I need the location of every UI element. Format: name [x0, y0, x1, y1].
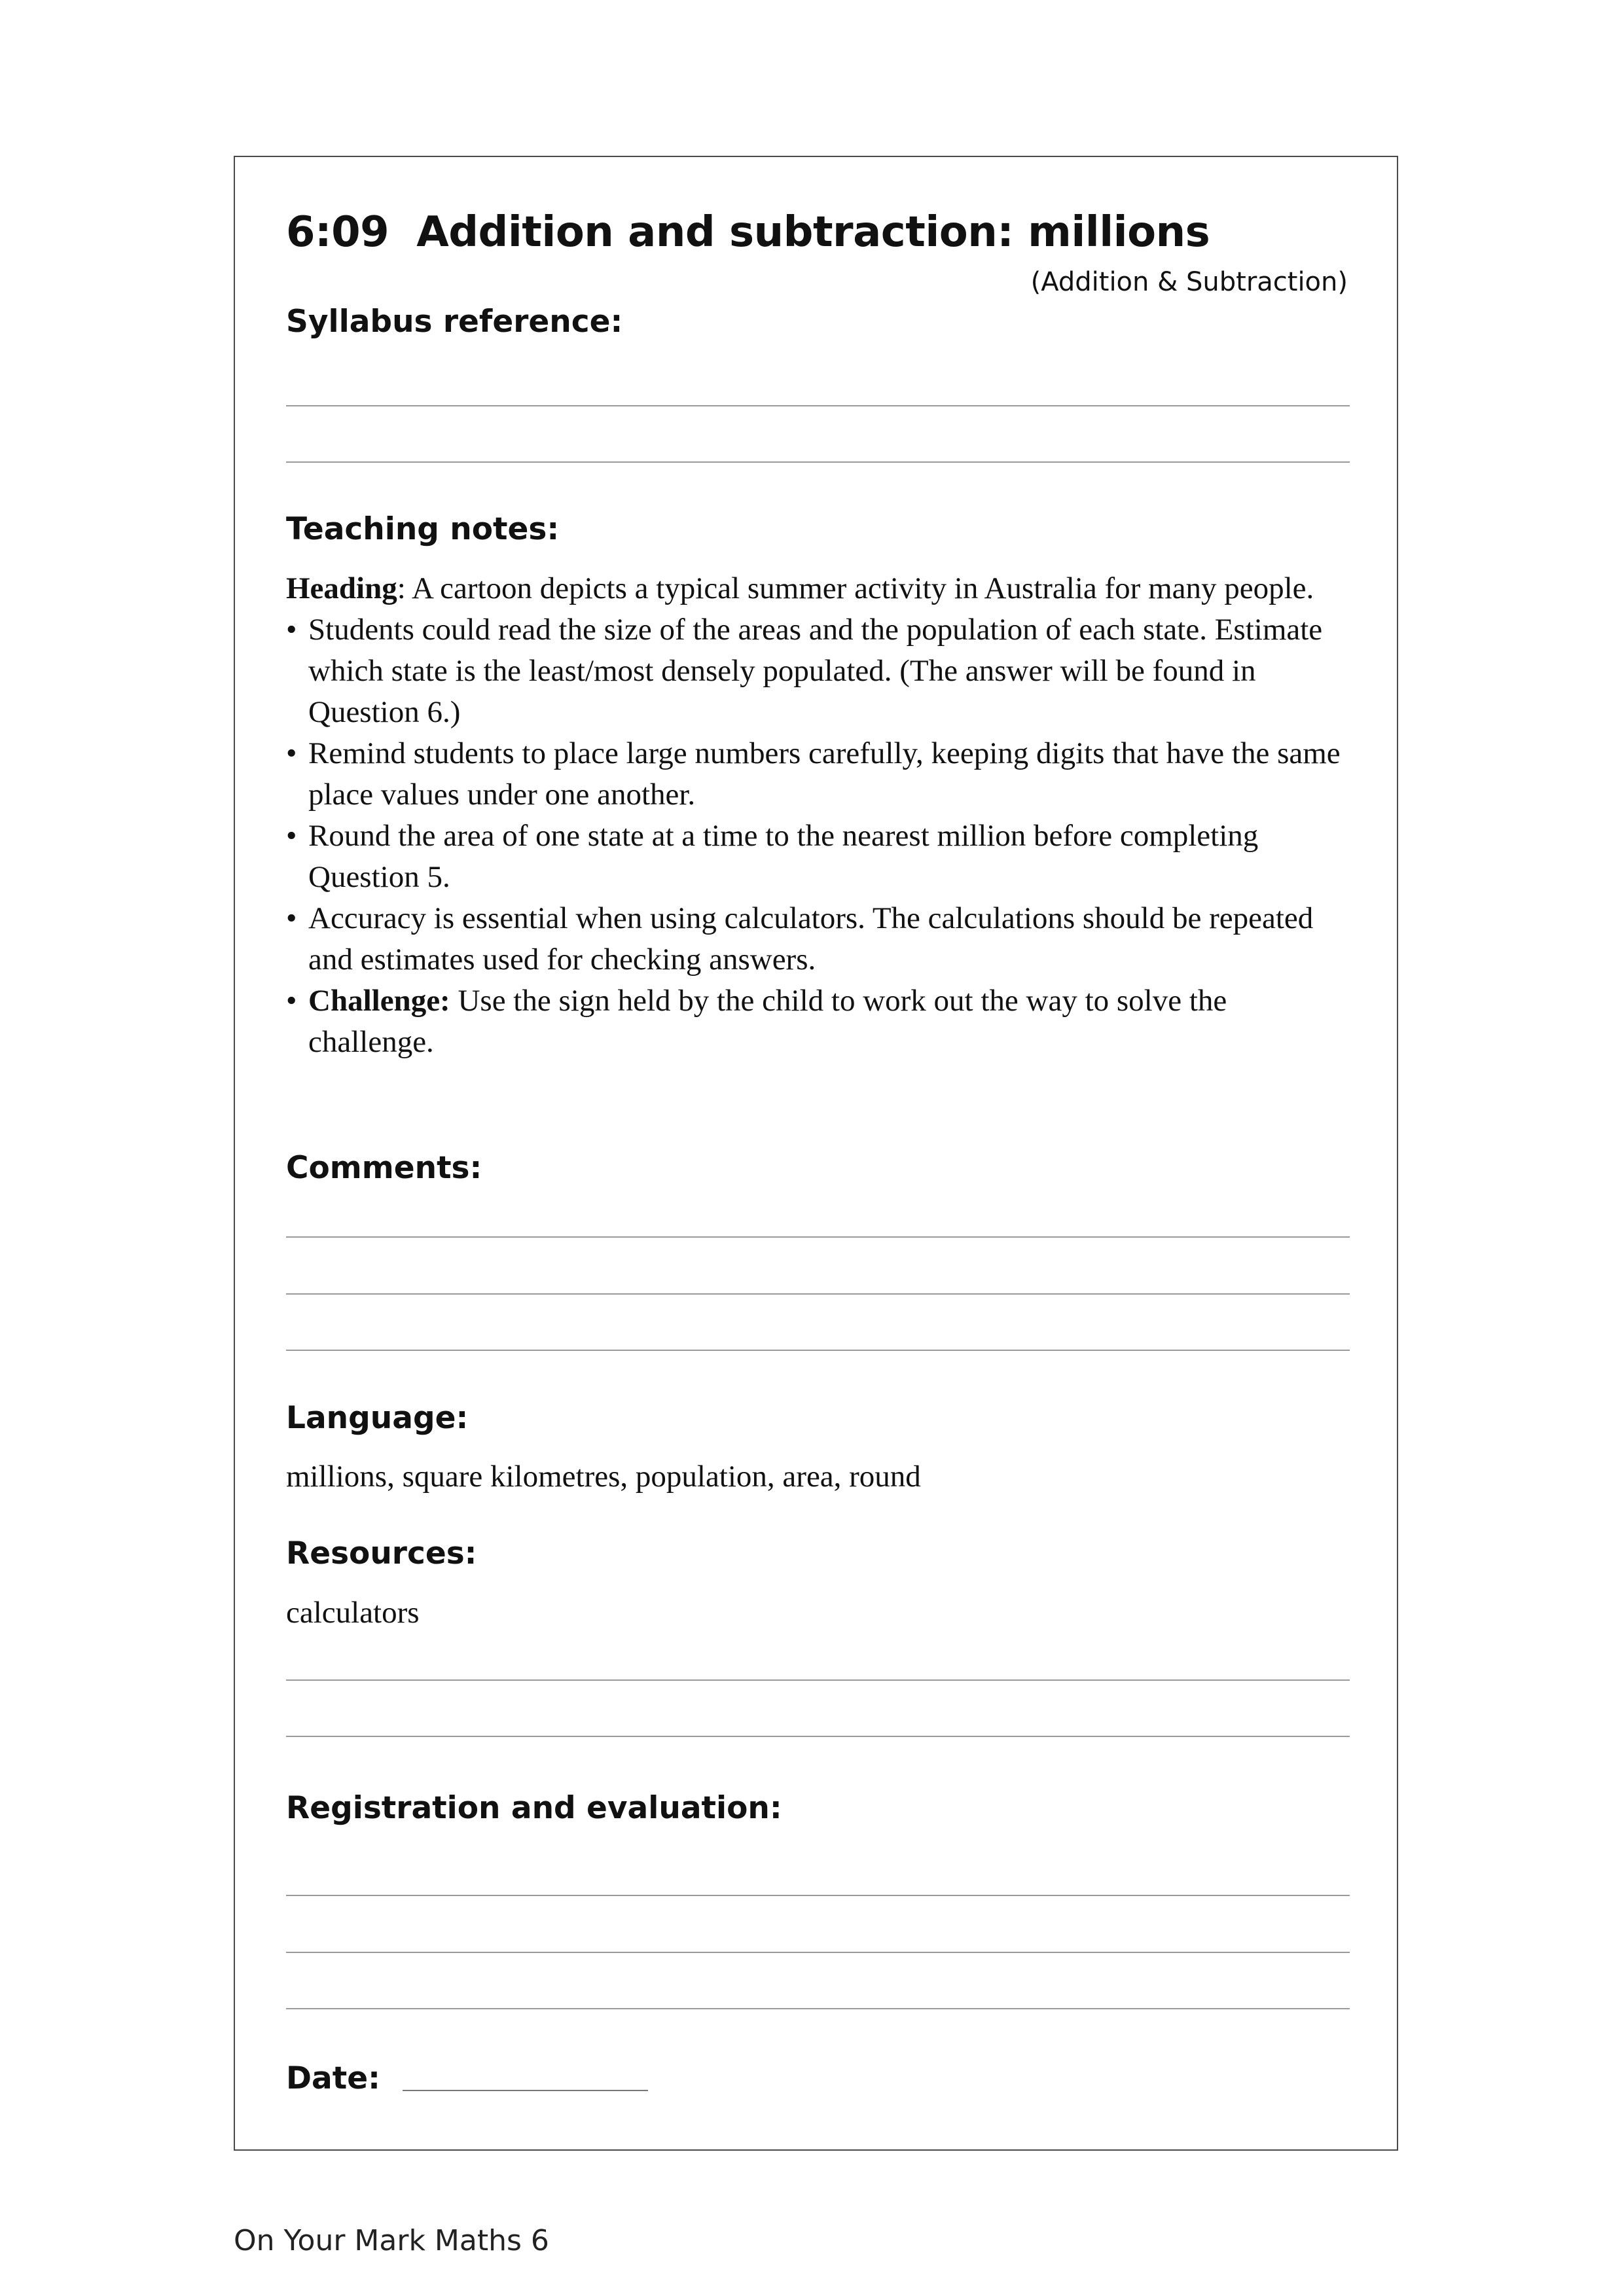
list-item	[286, 609, 1360, 733]
registration-line-1	[286, 1895, 1350, 1896]
language-text: millions, square kilometres, population, area, round	[286, 1460, 921, 1494]
registration-heading: Registration and evaluation:	[286, 1790, 782, 1826]
resources-line-1	[286, 1679, 1350, 1681]
bullet-text: Remind students to place large numbers carefully, keeping digits that have the same place values under one another.	[308, 736, 1341, 812]
notes-intro-bold: Heading	[286, 571, 397, 605]
syllabus-line-1	[286, 405, 1350, 406]
challenge-label: Challenge:	[308, 984, 450, 1018]
comments-line-2	[286, 1293, 1350, 1295]
challenge-text: Use the sign held by the child to work out the way to solve the challenge.	[308, 984, 1227, 1059]
teaching-notes-body	[286, 568, 1360, 1063]
bullet-glyph: •	[286, 736, 297, 770]
language-heading: Language:	[286, 1400, 469, 1436]
comments-line-3	[286, 1350, 1350, 1351]
bullet-text: Accuracy is essential when using calculators. The calculations should be repeated and estimates used for checking answers.	[308, 901, 1314, 977]
bullet-text: Students could read the size of the areas and the population of each state. Estimate which state is the least/most densely populated. (The answer will be found in Question 6.)	[308, 613, 1323, 729]
notes-intro-text: : A cartoon depicts a typical summer activity in Australia for many people.	[397, 571, 1314, 605]
resources-line-2	[286, 1736, 1350, 1737]
bullet-text: Round the area of one state at a time to the nearest million before completing Question 5.	[308, 819, 1259, 894]
registration-line-2	[286, 1952, 1350, 1953]
comments-heading: Comments:	[286, 1150, 482, 1186]
page-title	[286, 208, 1210, 257]
date-label: Date:	[286, 2060, 380, 2096]
list-item	[286, 816, 1360, 898]
bullet-glyph: •	[286, 613, 297, 647]
bullet-glyph: •	[286, 901, 297, 935]
page-footer: On Your Mark Maths 6	[234, 2224, 549, 2257]
comments-line-1	[286, 1236, 1350, 1238]
bullet-glyph: •	[286, 984, 297, 1018]
syllabus-line-2	[286, 461, 1350, 463]
list-item	[286, 733, 1360, 816]
notes-bullet-list	[286, 609, 1360, 1063]
lesson-number: 6:09	[286, 208, 389, 257]
list-item	[286, 898, 1360, 980]
notes-intro	[286, 568, 1360, 609]
teaching-notes-heading: Teaching notes:	[286, 511, 560, 547]
strand-label: (Addition & Subtraction)	[1030, 267, 1348, 297]
resources-heading: Resources:	[286, 1535, 477, 1571]
date-line	[403, 2090, 648, 2091]
list-item	[286, 980, 1360, 1063]
registration-line-3	[286, 2008, 1350, 2009]
resources-text: calculators	[286, 1596, 420, 1630]
syllabus-heading: Syllabus reference:	[286, 304, 623, 340]
lesson-title: Addition and subtraction: millions	[416, 208, 1210, 257]
bullet-glyph: •	[286, 819, 297, 853]
